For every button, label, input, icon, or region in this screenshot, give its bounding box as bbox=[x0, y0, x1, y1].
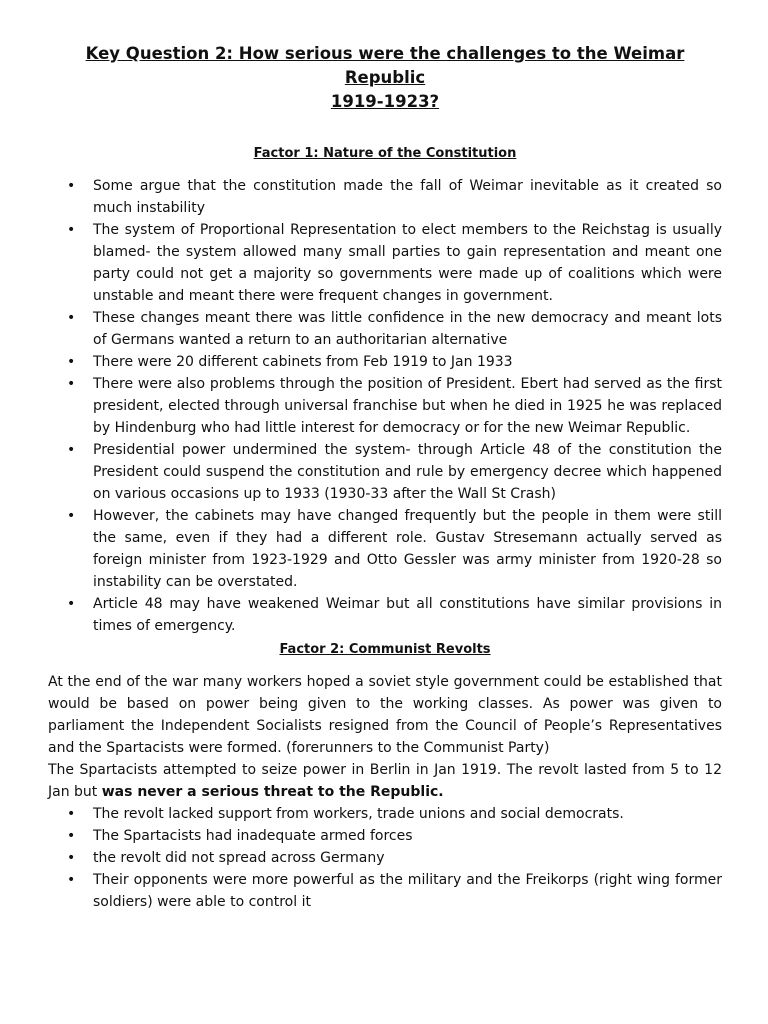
factor-1-bullet: • The system of Proportional Representation to elect members to the Reichstag is usually blamed- the system allowed many small parties to gain representation and meant one party could not get a majority so governments were made up of coalitions which were unstable and meant there were frequent changes in government. bbox=[48, 219, 722, 307]
factor-1-bullet: • There were 20 different cabinets from Feb 1919 to Jan 1933 bbox=[48, 351, 722, 373]
factor-2-bullet: • Their opponents were more powerful as the military and the Freikorps (right wing former soldiers) were able to control it bbox=[48, 869, 722, 913]
factor-2-heading: Factor 2: Communist Revolts bbox=[279, 642, 491, 657]
page-title-line-1: Key Question 2: How serious were the challenges to the Weimar Republic bbox=[85, 44, 685, 87]
factor-1-bullet: • Article 48 may have weakened Weimar but all constitutions have similar provisions in times of emergency. bbox=[48, 593, 722, 637]
factor-1-bullet: • Presidential power undermined the system- through Article 48 of the constitution the President could suspend the constitution and rule by emergency decree which happened on various occasions up to 1933 (1930-33 after the Wall St Crash) bbox=[48, 439, 722, 505]
factor-2-paragraph-2-text: The Spartacists attempted to seize power in Berlin in Jan 1919. The revolt lasted from 5 to 12 Jan but bbox=[48, 762, 722, 800]
factor-1-bullet: • However, the cabinets may have changed frequently but the people in them were still the same, even if they had a different role. Gustav Stresemann actually served as foreign minister from 1923-1929 and Otto Gessler was army minister from 1920-28 so instability can be overstated. bbox=[48, 505, 722, 593]
factor-2-bullet-list bbox=[48, 803, 722, 913]
factor-2-bullet: • The Spartacists had inadequate armed forces bbox=[48, 825, 722, 847]
factor-1-bullet: • Some argue that the constitution made the fall of Weimar inevitable as it created so much instability bbox=[48, 175, 722, 219]
factor-2-bullet: • the revolt did not spread across Germany bbox=[48, 847, 722, 869]
factor-1-bullet: • These changes meant there was little confidence in the new democracy and meant lots of Germans wanted a return to an authoritarian alternative bbox=[48, 307, 722, 351]
page-title-line-2: 1919-1923? bbox=[330, 92, 440, 111]
factor-1-bullet: • There were also problems through the position of President. Ebert had served as the first president, elected through universal franchise but when he died in 1925 he was replaced by Hindenburg who had little interest for democracy or for the new Weimar Republic. bbox=[48, 373, 722, 439]
page-title bbox=[48, 42, 722, 114]
factor-1-heading: Factor 1: Nature of the Constitution bbox=[253, 146, 517, 161]
factor-2-bullet: • The revolt lacked support from workers, trade unions and social democrats. bbox=[48, 803, 722, 825]
factor-2-paragraph-2 bbox=[48, 759, 722, 803]
factor-1-bullet-list bbox=[48, 175, 722, 637]
factor-2-paragraph-1: At the end of the war many workers hoped a soviet style government could be established that would be based on power being given to the working classes. As power was given to parliament the Independent Socialists resigned from the Council of People’s Representatives and the Spartacists were formed. (forerunners to the Communist Party) bbox=[48, 674, 722, 756]
factor-2-paragraph-2-emphasis: was never a serious threat to the Republic. bbox=[101, 784, 444, 800]
